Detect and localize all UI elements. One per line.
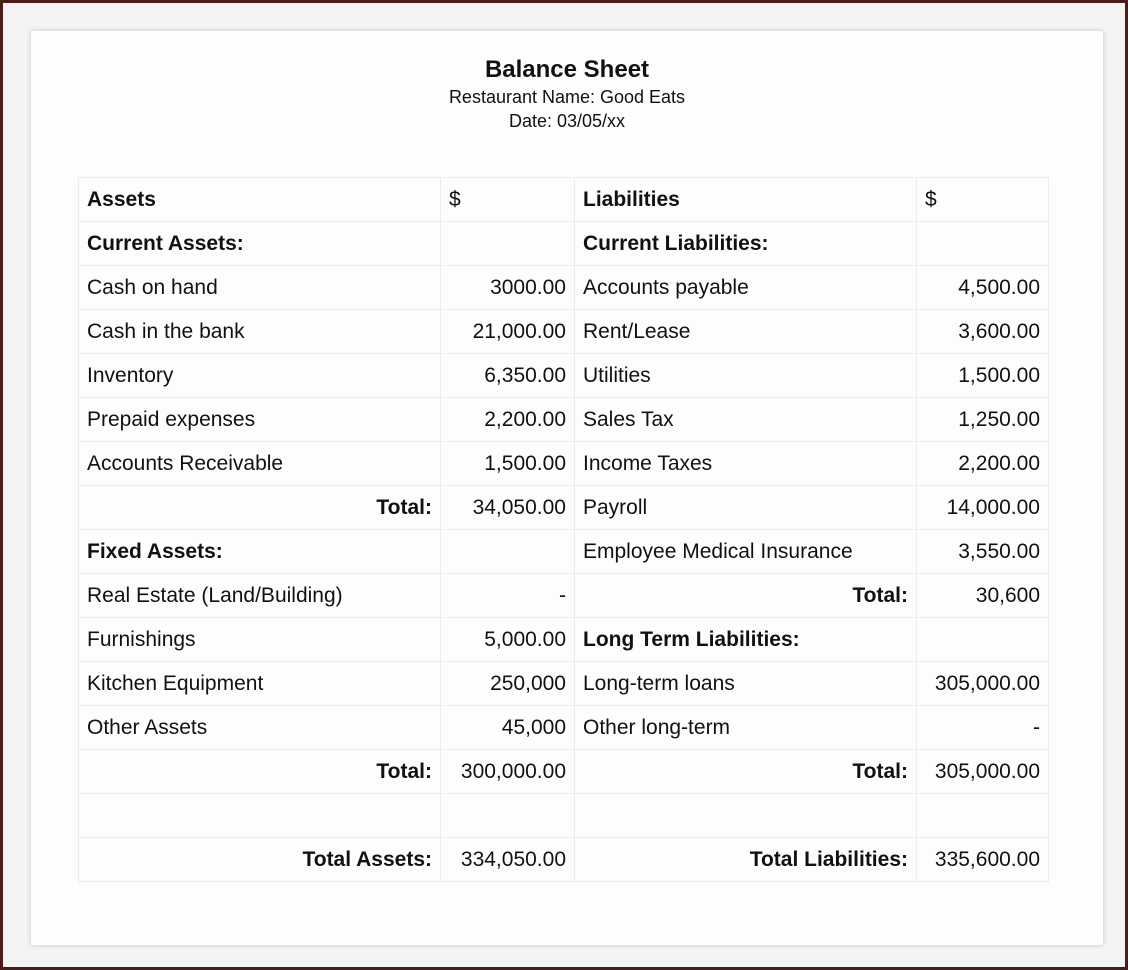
asset-value: 5,000.00 bbox=[441, 618, 575, 662]
table-row bbox=[79, 750, 1049, 794]
assets-header: Assets bbox=[79, 178, 441, 222]
table-row bbox=[79, 354, 1049, 398]
asset-value bbox=[441, 530, 575, 574]
liability-label: Accounts payable bbox=[575, 266, 917, 310]
liability-label: Payroll bbox=[575, 486, 917, 530]
asset-value: 21,000.00 bbox=[441, 310, 575, 354]
asset-value: 45,000 bbox=[441, 706, 575, 750]
liability-value: 1,250.00 bbox=[917, 398, 1049, 442]
asset-value: 1,500.00 bbox=[441, 442, 575, 486]
page-title: Balance Sheet bbox=[484, 56, 650, 83]
table-row bbox=[79, 222, 1049, 266]
table-row bbox=[79, 310, 1049, 354]
liability-value: 3,600.00 bbox=[917, 310, 1049, 354]
table-row bbox=[79, 794, 1049, 838]
asset-label bbox=[79, 794, 441, 838]
balance-sheet-page bbox=[31, 31, 1103, 945]
table-header-row bbox=[79, 178, 1049, 222]
asset-value: 34,050.00 bbox=[441, 486, 575, 530]
table-row bbox=[79, 662, 1049, 706]
liability-label: Current Liabilities: bbox=[575, 222, 917, 266]
asset-value: 300,000.00 bbox=[441, 750, 575, 794]
asset-label: Furnishings bbox=[79, 618, 441, 662]
liability-label bbox=[575, 794, 917, 838]
liability-value bbox=[917, 222, 1049, 266]
asset-label: Cash in the bank bbox=[79, 310, 441, 354]
asset-label: Current Assets: bbox=[79, 222, 441, 266]
asset-label: Total: bbox=[79, 750, 441, 794]
liability-label: Income Taxes bbox=[575, 442, 917, 486]
asset-label: Total Assets: bbox=[79, 838, 441, 882]
liability-value: 335,600.00 bbox=[917, 838, 1049, 882]
asset-label: Fixed Assets: bbox=[79, 530, 441, 574]
assets-currency-header: $ bbox=[441, 178, 575, 222]
table-row bbox=[79, 530, 1049, 574]
asset-value: - bbox=[441, 574, 575, 618]
liability-value bbox=[917, 794, 1049, 838]
liability-value: 14,000.00 bbox=[917, 486, 1049, 530]
liabilities-header: Liabilities bbox=[575, 178, 917, 222]
liability-value: 30,600 bbox=[917, 574, 1049, 618]
asset-value: 250,000 bbox=[441, 662, 575, 706]
liability-label: Total Liabilities: bbox=[575, 838, 917, 882]
asset-value: 6,350.00 bbox=[441, 354, 575, 398]
asset-value: 3000.00 bbox=[441, 266, 575, 310]
liability-value: 305,000.00 bbox=[917, 750, 1049, 794]
table-row bbox=[79, 706, 1049, 750]
liability-label: Utilities bbox=[575, 354, 917, 398]
liability-value: 4,500.00 bbox=[917, 266, 1049, 310]
liability-value: 1,500.00 bbox=[917, 354, 1049, 398]
restaurant-name: Restaurant Name: Good Eats bbox=[448, 87, 686, 107]
liability-value: 3,550.00 bbox=[917, 530, 1049, 574]
asset-value bbox=[441, 794, 575, 838]
liability-label: Sales Tax bbox=[575, 398, 917, 442]
table-row bbox=[79, 398, 1049, 442]
liability-label: Employee Medical Insurance bbox=[575, 530, 917, 574]
liability-label: Total: bbox=[575, 574, 917, 618]
balance-table bbox=[78, 177, 1049, 882]
asset-label: Total: bbox=[79, 486, 441, 530]
asset-label: Inventory bbox=[79, 354, 441, 398]
table-row bbox=[79, 486, 1049, 530]
table-row bbox=[79, 574, 1049, 618]
table-row bbox=[79, 838, 1049, 882]
asset-label: Prepaid expenses bbox=[79, 398, 441, 442]
asset-label: Kitchen Equipment bbox=[79, 662, 441, 706]
liabilities-currency-header: $ bbox=[917, 178, 1049, 222]
liability-label: Long Term Liabilities: bbox=[575, 618, 917, 662]
asset-label: Other Assets bbox=[79, 706, 441, 750]
liability-value: - bbox=[917, 706, 1049, 750]
liability-label: Rent/Lease bbox=[575, 310, 917, 354]
liability-value: 305,000.00 bbox=[917, 662, 1049, 706]
asset-label: Real Estate (Land/Building) bbox=[79, 574, 441, 618]
table-row bbox=[79, 266, 1049, 310]
table-row bbox=[79, 442, 1049, 486]
sheet-date: Date: 03/05/xx bbox=[508, 111, 626, 131]
liability-label: Other long-term bbox=[575, 706, 917, 750]
liability-value: 2,200.00 bbox=[917, 442, 1049, 486]
balance-table-body bbox=[79, 178, 1049, 882]
table-row bbox=[79, 618, 1049, 662]
liability-value bbox=[917, 618, 1049, 662]
liability-label: Long-term loans bbox=[575, 662, 917, 706]
document-frame bbox=[3, 3, 1125, 967]
asset-value: 2,200.00 bbox=[441, 398, 575, 442]
asset-value bbox=[441, 222, 575, 266]
asset-label: Cash on hand bbox=[79, 266, 441, 310]
sheet-header bbox=[31, 55, 1103, 133]
liability-label: Total: bbox=[575, 750, 917, 794]
asset-value: 334,050.00 bbox=[441, 838, 575, 882]
asset-label: Accounts Receivable bbox=[79, 442, 441, 486]
